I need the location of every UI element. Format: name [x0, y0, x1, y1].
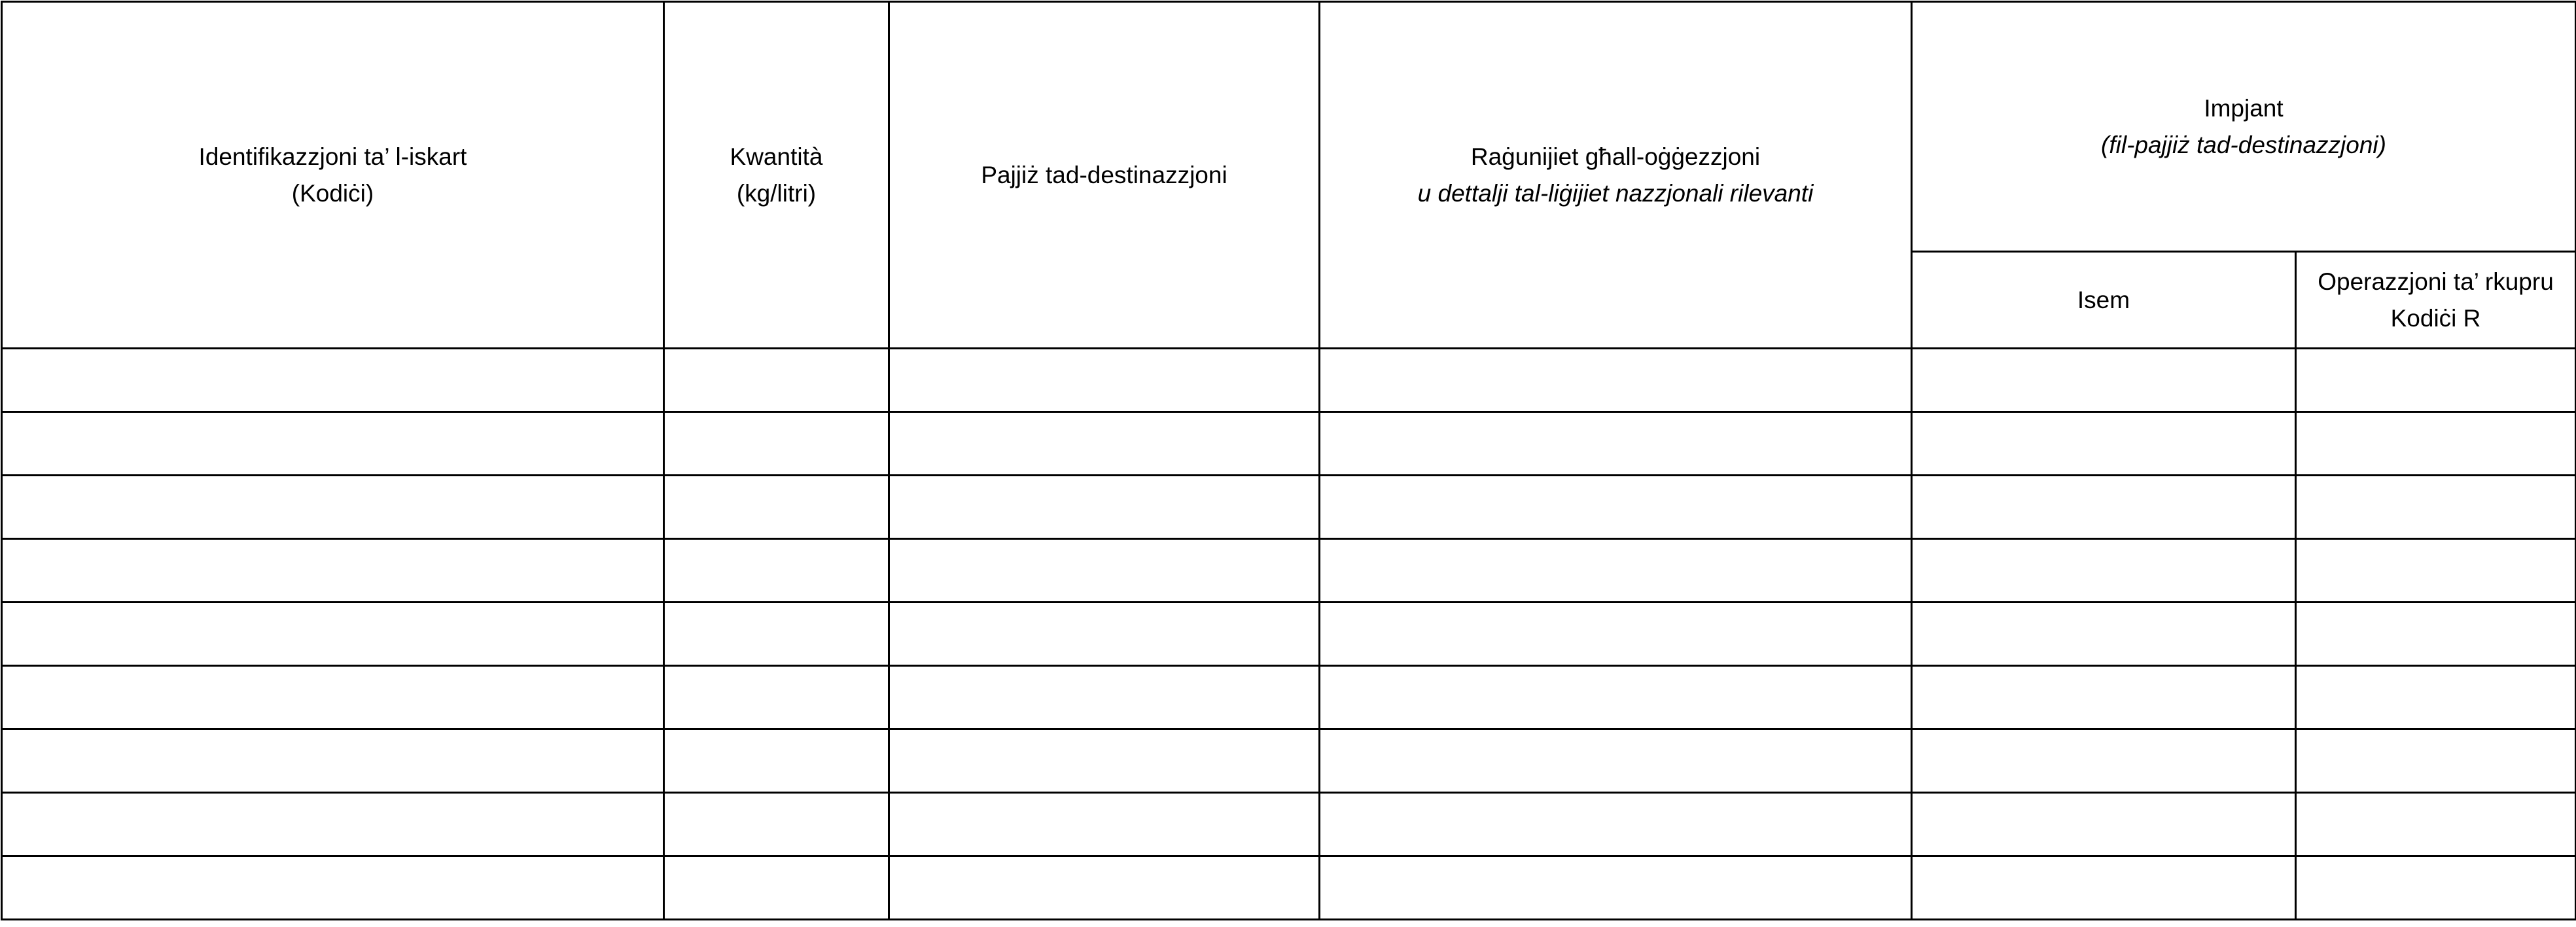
subheader-recovery-operation — [2296, 252, 2576, 349]
cell-recovery-operation[interactable] — [2296, 729, 2576, 793]
header-destination-country-label: Pajjiż tad-destinazzjoni — [981, 161, 1227, 188]
cell-quantity[interactable] — [664, 793, 889, 856]
table-row — [2, 666, 2576, 729]
table-row — [2, 793, 2576, 856]
cell-recovery-operation[interactable] — [2296, 476, 2576, 539]
header-objection-reasons-details: u dettalji tal-liġijiet nazzjonali rilevanti — [1417, 179, 1814, 207]
cell-objection-reasons[interactable] — [1320, 666, 1912, 729]
header-quantity-unit: (kg/litri) — [736, 179, 817, 207]
subheader-recovery-operation-code: Kodiċi R — [2390, 304, 2481, 332]
cell-quantity[interactable] — [664, 603, 889, 666]
subheader-name — [1912, 252, 2296, 349]
cell-objection-reasons[interactable] — [1320, 476, 1912, 539]
subheader-recovery-operation-label: Operazzjoni ta’ rkupru — [2318, 268, 2554, 295]
cell-quantity[interactable] — [664, 666, 889, 729]
cell-waste-id[interactable] — [2, 856, 664, 920]
cell-quantity[interactable] — [664, 476, 889, 539]
cell-destination-country[interactable] — [889, 349, 1320, 412]
header-facility — [1912, 2, 2576, 252]
cell-destination-country[interactable] — [889, 729, 1320, 793]
cell-waste-id[interactable] — [2, 729, 664, 793]
header-waste-identification-label: Identifikazzjoni ta’ l-iskart — [198, 143, 467, 170]
cell-destination-country[interactable] — [889, 412, 1320, 476]
table-row — [2, 856, 2576, 920]
objection-table — [1, 1, 2576, 920]
cell-waste-id[interactable] — [2, 666, 664, 729]
cell-quantity[interactable] — [664, 729, 889, 793]
subheader-name-label: Isem — [2077, 286, 2130, 313]
header-facility-label: Impjant — [2204, 94, 2284, 122]
cell-waste-id[interactable] — [2, 476, 664, 539]
cell-destination-country[interactable] — [889, 666, 1320, 729]
cell-waste-id[interactable] — [2, 603, 664, 666]
cell-destination-country[interactable] — [889, 476, 1320, 539]
cell-recovery-operation[interactable] — [2296, 412, 2576, 476]
cell-facility-name[interactable] — [1912, 603, 2296, 666]
table-row — [2, 476, 2576, 539]
cell-facility-name[interactable] — [1912, 476, 2296, 539]
cell-waste-id[interactable] — [2, 793, 664, 856]
table-row — [2, 603, 2576, 666]
header-facility-note: (fil-pajjiż tad-destinazzjoni) — [2101, 131, 2386, 158]
cell-objection-reasons[interactable] — [1320, 793, 1912, 856]
cell-recovery-operation[interactable] — [2296, 349, 2576, 412]
table-row — [2, 349, 2576, 412]
header-waste-identification-code: (Kodiċi) — [291, 179, 374, 207]
header-row — [2, 2, 2576, 252]
cell-objection-reasons[interactable] — [1320, 412, 1912, 476]
cell-recovery-operation[interactable] — [2296, 539, 2576, 603]
cell-waste-id[interactable] — [2, 539, 664, 603]
cell-recovery-operation[interactable] — [2296, 603, 2576, 666]
cell-quantity[interactable] — [664, 349, 889, 412]
cell-facility-name[interactable] — [1912, 412, 2296, 476]
cell-waste-id[interactable] — [2, 349, 664, 412]
header-waste-identification — [2, 2, 664, 349]
cell-objection-reasons[interactable] — [1320, 856, 1912, 920]
cell-objection-reasons[interactable] — [1320, 539, 1912, 603]
cell-facility-name[interactable] — [1912, 539, 2296, 603]
cell-objection-reasons[interactable] — [1320, 729, 1912, 793]
cell-facility-name[interactable] — [1912, 793, 2296, 856]
cell-destination-country[interactable] — [889, 603, 1320, 666]
header-objection-reasons — [1320, 2, 1912, 349]
cell-objection-reasons[interactable] — [1320, 603, 1912, 666]
table-row — [2, 412, 2576, 476]
cell-facility-name[interactable] — [1912, 666, 2296, 729]
cell-objection-reasons[interactable] — [1320, 349, 1912, 412]
header-quantity — [664, 2, 889, 349]
cell-destination-country[interactable] — [889, 793, 1320, 856]
cell-waste-id[interactable] — [2, 412, 664, 476]
cell-facility-name[interactable] — [1912, 729, 2296, 793]
header-objection-reasons-label: Raġunijiet għall-oġġezzjoni — [1470, 143, 1761, 170]
cell-recovery-operation[interactable] — [2296, 856, 2576, 920]
table-row — [2, 539, 2576, 603]
cell-recovery-operation[interactable] — [2296, 666, 2576, 729]
cell-quantity[interactable] — [664, 856, 889, 920]
cell-quantity[interactable] — [664, 539, 889, 603]
cell-facility-name[interactable] — [1912, 856, 2296, 920]
cell-destination-country[interactable] — [889, 539, 1320, 603]
header-destination-country — [889, 2, 1320, 349]
cell-facility-name[interactable] — [1912, 349, 2296, 412]
cell-quantity[interactable] — [664, 412, 889, 476]
cell-destination-country[interactable] — [889, 856, 1320, 920]
cell-recovery-operation[interactable] — [2296, 793, 2576, 856]
table-row — [2, 729, 2576, 793]
header-quantity-label: Kwantità — [730, 143, 823, 170]
